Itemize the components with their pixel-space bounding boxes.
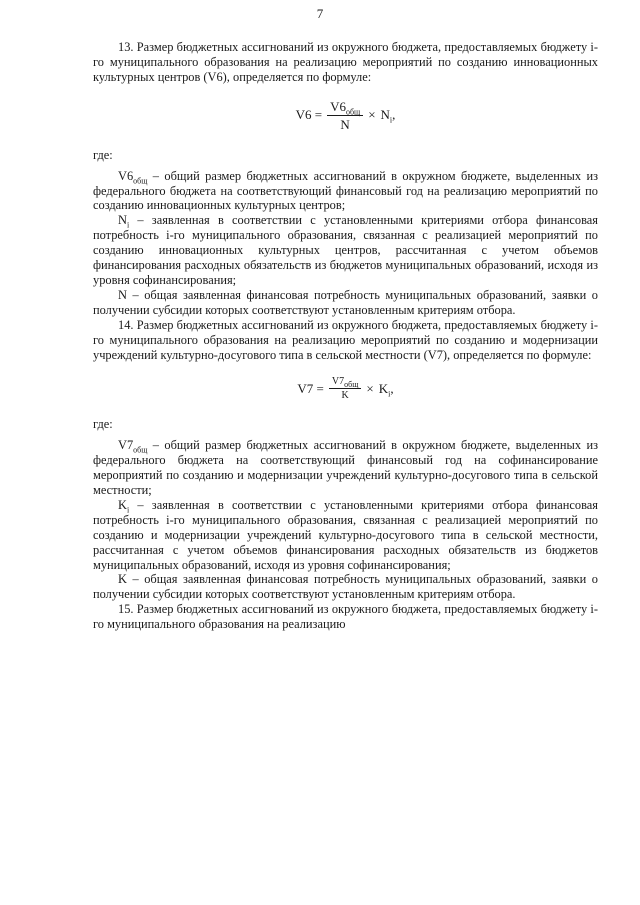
formula-v6-fraction xyxy=(327,99,363,132)
item-14-where: где: xyxy=(93,417,113,432)
formula-v7-numerator: $V7_{общ}$ xyxy=(329,376,361,389)
formula-v7-lhs: V7 = xyxy=(297,380,324,396)
def-n: N – общая заявленная финансовая потребность муниципальных образований, заявки о получении субсидии которых соответствуют установленным критериям отбора. xyxy=(93,287,598,317)
formula-v6-denominator: N xyxy=(340,116,350,132)
formula-v6 xyxy=(93,99,598,132)
formula-v6-numerator: $V6_{общ}$ xyxy=(327,99,363,116)
item-13-where: где: xyxy=(93,147,113,162)
def-ni: $N_i$ – заявленная в соответствии с установленными критериями отбора финансовая потребность i-го муниципального образования, связанная с реализацией мероприятий по созданию инновационных культурных центров, рассчитанная с учетом объемов финансирования расходных обязательств из бюджетов муниципальных образований, исходя из уровня софинансирования; xyxy=(93,213,598,287)
formula-v7-rhs: $K_i$, xyxy=(378,380,394,399)
item-15-intro: 15. Размер бюджетных ассигнований из окружного бюджета, предоставляемых бюджету i-го муниципального образования на реализацию xyxy=(93,602,598,632)
item-14-intro: 14. Размер бюджетных ассигнований из окружного бюджета, предоставляемых бюджету i-го муниципального образования на реализацию мероприятий по созданию и модернизации учреждений культурно-досугового типа в сельской местности (V7), определяется по формуле: xyxy=(93,317,598,362)
formula-v7-denominator: K xyxy=(341,390,349,402)
formula-v6-rhs: $N_i$, xyxy=(380,107,396,125)
document-body xyxy=(93,40,598,632)
formula-v6-times: × xyxy=(368,107,376,123)
formula-v6-lhs: V6 = xyxy=(295,107,323,123)
item-13-intro: 13. Размер бюджетных ассигнований из окружного бюджета, предоставляемых бюджету i-го муниципального образования на реализацию мероприятий по созданию инновационных культурных центров (V6), определяется по формуле: xyxy=(93,40,598,84)
def-ki: $K_i$ – заявленная в соответствии с установленными критериями отбора финансовая потребность i-го муниципального образования, связанная с реализацией мероприятий по созданию и модернизации учреждений культурно-досугового типа в сельской местности, рассчитанная с учетом объемов финансирования расходных обязательств из бюджетов муниципальных образований, исходя из уровня софинансирования; xyxy=(93,497,598,572)
def-k: K – общая заявленная финансовая потребность муниципальных образований, заявки о получении субсидии которых соответствуют установленным критериям отбора. xyxy=(93,572,598,602)
formula-v7 xyxy=(93,376,598,401)
formula-v7-fraction xyxy=(329,376,361,401)
page-number: 7 xyxy=(316,6,324,21)
def-v6: $V6_{общ}$ – общий размер бюджетных ассигнований в окружном бюджете, выделенных из федерального бюджета на соответствующий финансовый год на реализацию мероприятий по созданию инновационных культурных центров; xyxy=(93,168,598,213)
formula-v7-times: × xyxy=(366,380,374,396)
def-v7: $V7_{общ}$ – общий размер бюджетных ассигнований в окружном бюджете, выделенных из федерального бюджета на соответствующий финансовый год на софинансирование мероприятий по созданию и модернизации учреждений культурно-досугового типа в сельской местности; xyxy=(93,438,598,498)
